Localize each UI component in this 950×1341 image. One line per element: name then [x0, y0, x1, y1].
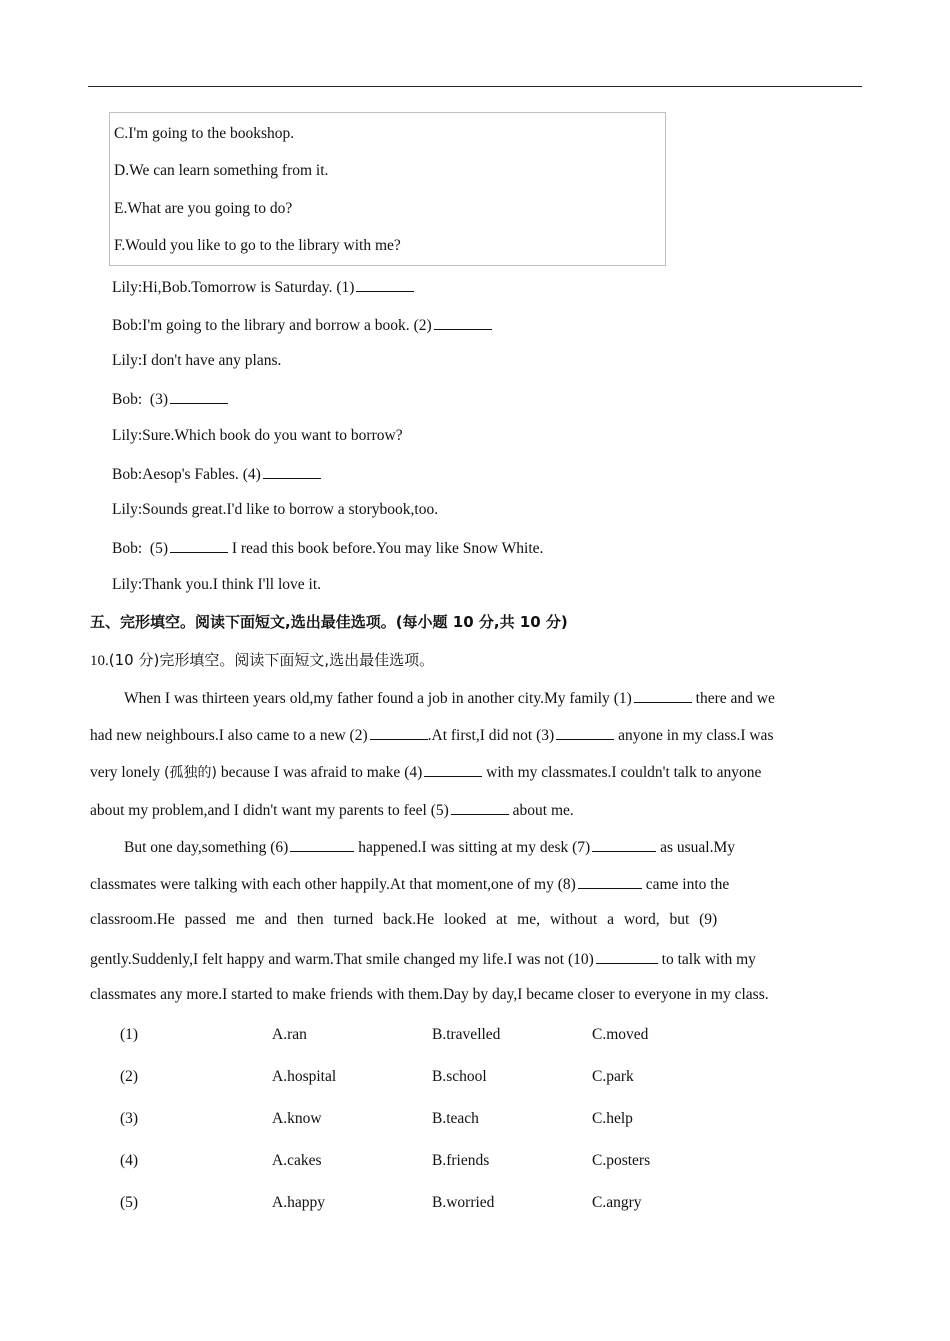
passage-line — [90, 762, 884, 782]
choice-row — [120, 1194, 820, 1216]
passage-line — [90, 725, 884, 745]
option-f: F.Would you like to go to the library with me? — [114, 237, 401, 254]
answer-blank[interactable] — [434, 315, 492, 330]
passage-text: But one day,something — [124, 839, 271, 856]
answer-blank[interactable] — [170, 538, 228, 553]
choice-number: (1) — [120, 1026, 139, 1043]
choice-row — [120, 1110, 820, 1132]
choice-number: (4) — [120, 1152, 139, 1169]
passage-text: to talk with my — [657, 951, 756, 968]
speaker: Bob: — [112, 466, 143, 483]
blank-number: (3) — [149, 391, 168, 408]
dialogue-line-9 — [112, 576, 321, 594]
choice-number: (5) — [120, 1194, 139, 1211]
speaker: Lily: — [112, 352, 143, 369]
passage-text: gently.Suddenly,I felt happy and warm.That smile changed my life.I was not — [90, 951, 568, 968]
answer-blank[interactable] — [634, 688, 692, 703]
dialogue-line-5 — [112, 427, 403, 445]
question-text: 完形填空。阅读下面短文,选出最佳选项。 — [159, 651, 435, 669]
blank-number: (4) — [404, 764, 423, 781]
answer-blank[interactable] — [556, 725, 614, 740]
chinese-gloss: (孤独的) — [164, 765, 217, 781]
passage-line — [90, 949, 884, 969]
passage-text: as usual.My — [656, 839, 736, 856]
passage-line — [90, 800, 884, 820]
choice-option-a[interactable]: A.cakes — [272, 1152, 322, 1169]
passage-text: had new neighbours.I also came to a new — [90, 727, 350, 744]
dialogue-line-2 — [112, 315, 492, 335]
passage-line — [124, 837, 884, 857]
header-rule — [88, 86, 862, 87]
speaker: Lily: — [112, 501, 143, 518]
question-number: 10. — [90, 653, 109, 669]
blank-number: (9) — [699, 911, 718, 928]
choice-option-c[interactable]: C.angry — [592, 1194, 642, 1211]
choice-option-b[interactable]: B.friends — [432, 1152, 490, 1169]
answer-blank[interactable] — [170, 389, 228, 404]
passage-text: came into the — [641, 876, 730, 893]
speaker: Bob: — [112, 540, 143, 557]
dialogue-text — [142, 391, 150, 408]
blank-number: (3) — [536, 727, 555, 744]
choice-option-a[interactable]: A.happy — [272, 1194, 325, 1211]
speaker: Lily: — [112, 427, 143, 444]
speaker: Lily: — [112, 279, 143, 296]
passage-text: about my problem,and I didn't want my parents to feel — [90, 802, 431, 819]
passage-text: there and we — [691, 690, 775, 707]
option-d: D.We can learn something from it. — [114, 162, 329, 179]
dialogue-text: I read this book before.You may like Snow White. — [227, 540, 544, 557]
answer-blank[interactable] — [596, 949, 658, 964]
choice-option-b[interactable]: B.travelled — [432, 1026, 501, 1043]
choice-row — [120, 1152, 820, 1174]
choice-option-a[interactable]: A.hospital — [272, 1068, 337, 1085]
dialogue-line-4 — [112, 389, 228, 409]
passage-line — [90, 986, 884, 1004]
blank-number: (8) — [557, 876, 576, 893]
options-box — [109, 112, 666, 266]
dialogue-text: I'm going to the library and borrow a book. — [142, 317, 414, 334]
choice-option-c[interactable]: C.moved — [592, 1026, 649, 1043]
blank-number: (10) — [567, 951, 594, 968]
passage-text: about me. — [508, 802, 574, 819]
speaker: Lily: — [112, 576, 143, 593]
choice-option-c[interactable]: C.park — [592, 1068, 634, 1085]
question-points: (10 分) — [108, 651, 160, 669]
blank-number: (2) — [413, 317, 432, 334]
answer-blank[interactable] — [578, 874, 642, 889]
dialogue-text: Thank you.I think I'll love it. — [142, 576, 322, 593]
speaker: Bob: — [112, 317, 143, 334]
answer-blank[interactable] — [356, 277, 414, 292]
blank-number: (6) — [270, 839, 289, 856]
passage-text: classroom.He passed me and then turned back.He looked at me, without a word, but — [90, 911, 700, 928]
answer-blank[interactable] — [290, 837, 354, 852]
dialogue-line-7 — [112, 501, 438, 519]
answer-blank[interactable] — [451, 800, 509, 815]
dialogue-line-3 — [112, 352, 281, 370]
passage-text: .At first,I did not — [427, 727, 537, 744]
dialogue-line-8 — [112, 538, 543, 558]
dialogue-text: I don't have any plans. — [142, 352, 282, 369]
blank-number: (1) — [613, 690, 632, 707]
dialogue-line-6 — [112, 464, 321, 484]
answer-blank[interactable] — [424, 762, 482, 777]
passage-text: happened.I was sitting at my desk — [354, 839, 573, 856]
dialogue-text: Sure.Which book do you want to borrow? — [142, 427, 403, 444]
choice-option-c[interactable]: C.posters — [592, 1152, 651, 1169]
passage-line — [90, 911, 884, 929]
passage-text: classmates were talking with each other happily.At that moment,one of my — [90, 876, 558, 893]
blank-number: (4) — [242, 466, 261, 483]
choice-option-a[interactable]: A.ran — [272, 1026, 307, 1043]
choice-option-c[interactable]: C.help — [592, 1110, 633, 1127]
dialogue-text: Aesop's Fables. — [142, 466, 243, 483]
dialogue-text — [142, 540, 150, 557]
choice-option-b[interactable]: B.school — [432, 1068, 487, 1085]
option-e: E.What are you going to do? — [114, 200, 293, 217]
question-intro — [90, 649, 434, 670]
option-c: C.I'm going to the bookshop. — [114, 125, 295, 142]
dialogue-line-1 — [112, 277, 414, 297]
passage-line — [90, 874, 884, 894]
dialogue-text: Sounds great.I'd like to borrow a storybook,too. — [142, 501, 439, 518]
passage-text: classmates any more.I started to make friends with them.Day by day,I became closer to everyone in my class. — [90, 986, 769, 1003]
passage-text: When I was thirteen years old,my father found a job in another city.My family — [124, 690, 614, 707]
passage-text: very lonely — [90, 764, 165, 781]
blank-number: (5) — [149, 540, 168, 557]
choice-number: (3) — [120, 1110, 139, 1127]
blank-number: (7) — [572, 839, 591, 856]
passage-text: because I was afraid to make — [216, 764, 405, 781]
answer-blank[interactable] — [370, 725, 428, 740]
blank-number: (1) — [336, 279, 355, 296]
passage-text: with my classmates.I couldn't talk to anyone — [482, 764, 762, 781]
passage-line — [124, 688, 884, 708]
answer-blank[interactable] — [263, 464, 321, 479]
choice-row — [120, 1068, 820, 1090]
answer-blank[interactable] — [592, 837, 656, 852]
dialogue-text: Hi,Bob.Tomorrow is Saturday. — [142, 279, 337, 296]
speaker: Bob: — [112, 391, 143, 408]
choice-number: (2) — [120, 1068, 139, 1085]
choice-option-a[interactable]: A.know — [272, 1110, 322, 1127]
blank-number: (5) — [430, 802, 449, 819]
passage-text: anyone in my class.I was — [614, 727, 774, 744]
choice-option-b[interactable]: B.teach — [432, 1110, 479, 1127]
choice-row — [120, 1026, 820, 1048]
choice-option-b[interactable]: B.worried — [432, 1194, 495, 1211]
blank-number: (2) — [349, 727, 368, 744]
section-title: 五、完形填空。阅读下面短文,选出最佳选项。(每小题 10 分,共 10 分) — [90, 613, 568, 631]
